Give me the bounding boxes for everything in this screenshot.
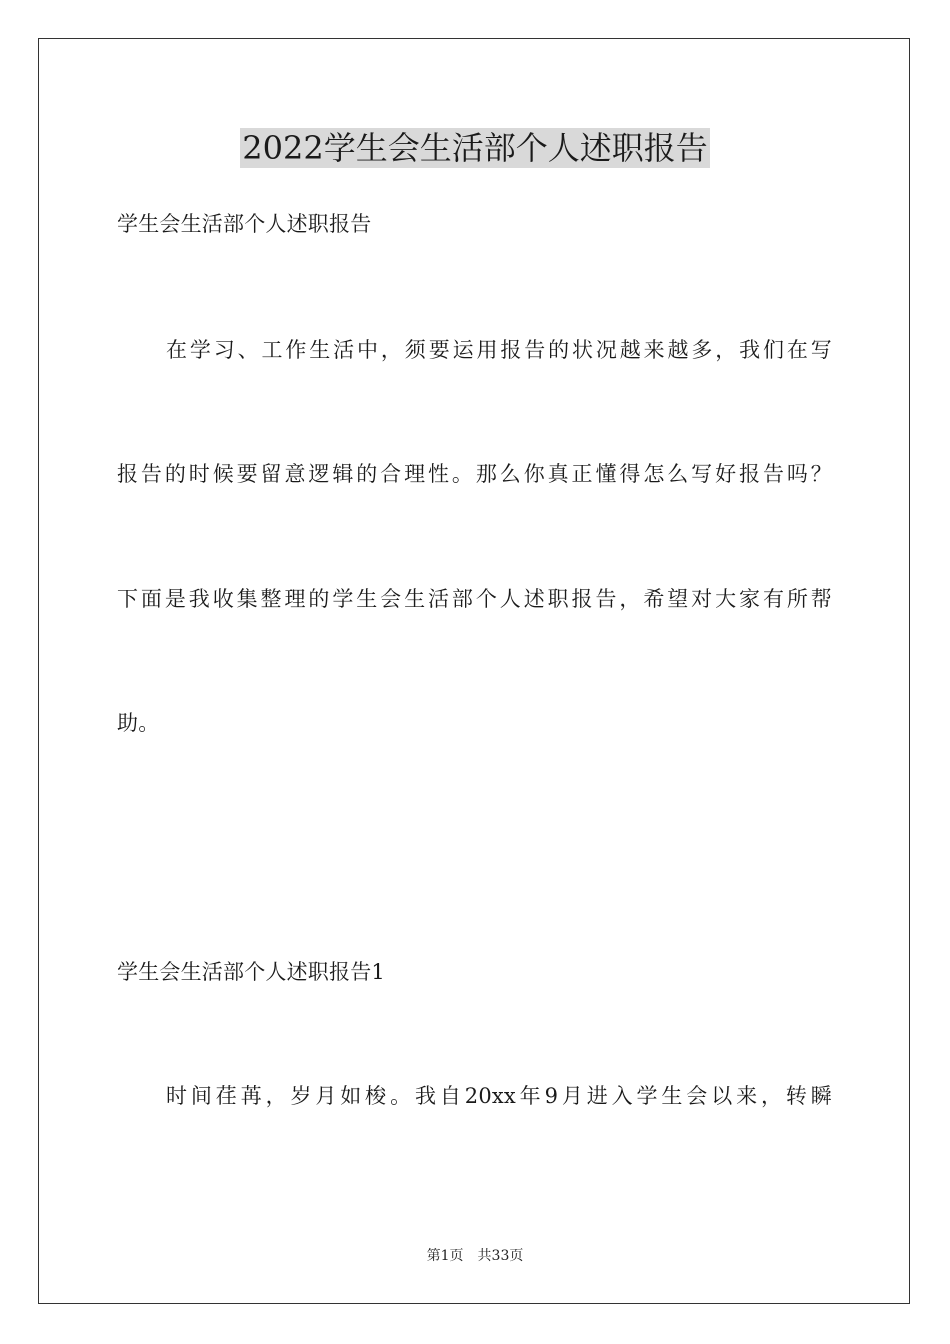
page-total: 共33页 bbox=[477, 1248, 524, 1264]
intro-line-4: 助。 bbox=[117, 711, 160, 735]
intro-line-1: 在学习、工作生活中，须要运用报告的状况越来越多，我们在写 bbox=[166, 338, 832, 362]
document-title: 2022学生会生活部个人述职报告 bbox=[242, 129, 708, 167]
page-number: 第1页 bbox=[426, 1248, 464, 1264]
section-line-1: 时间荏苒，岁月如梭。我自20xx年9月进入学生会以来，转瞬 bbox=[166, 1084, 832, 1108]
intro-line-3: 下面是我收集整理的学生会生活部个人述职报告，希望对大家有所帮 bbox=[117, 587, 832, 611]
section-heading: 学生会生活部个人述职报告1 bbox=[117, 960, 385, 984]
title-container bbox=[0, 128, 950, 168]
intro-line-2: 报告的时候要留意逻辑的合理性。那么你真正懂得怎么写好报告吗？ bbox=[117, 462, 832, 486]
subtitle: 学生会生活部个人述职报告 bbox=[117, 212, 372, 236]
page-footer bbox=[0, 1246, 950, 1266]
